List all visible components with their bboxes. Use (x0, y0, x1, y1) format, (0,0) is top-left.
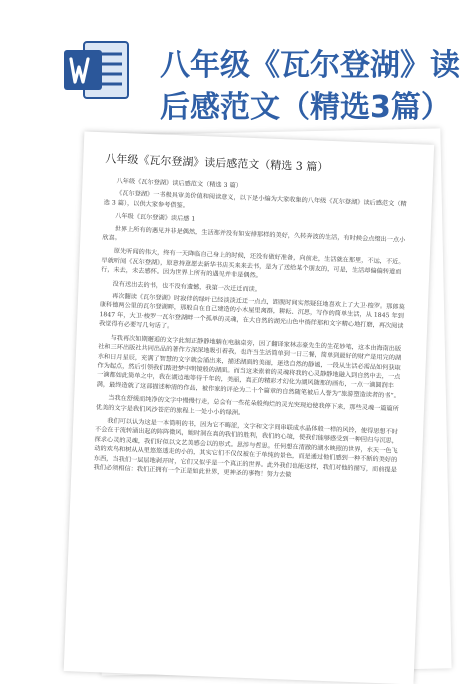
page-title-line-2: 后感范文（精选3篇） (160, 90, 451, 125)
document-paragraph: 世界上所有的遇见并非是偶然，生活那并没有如安排那样的美好，久转奔波的生活，有时候会点缀出一点小欣喜。 (102, 225, 406, 244)
document-title: 八年级《瓦尔登湖》读后感范文（精选 3 篇） (105, 152, 329, 174)
document-paragraph: 再次翻读《瓦尔登湖》时寂伴的绿叶已经淡淡迁迁一点点，距脱时间实然疑狂地喜欢上了大卫·梭罗。那郎莫康科德两公里的瓦尔登湖畔，那般自在自己建造的小木屋里离群，耕耘、沉思，写作的简单生活，从 1845 年到 1847 年，大卫·梭罗一瓦尔登湖畔一个孤单的灵魂，在大自然的湖光山色中徜徉那和文字精心地打磨，再次阅读我觉得有必要写几句话了。 (98, 292, 405, 331)
document-paragraph: 原先听闻的伟大，终有一天降临自己身上的时候，还没有做好准备，向前走，生活就在那里，不远，不近。早就听闻《瓦尔登湖》，原意持意愿去新华书店买来来去书，是为了送给某个朋友的，可是，生活却偏偏转道而行，未去，未去感怀。因为世界上所有的遇见并非是偶然。 (100, 248, 405, 280)
header-banner (0, 0, 474, 140)
document-paragraph: 没有送出去的书，也不没有遗憾，我第一次迁迁而读。 (112, 280, 262, 293)
document-paragraph: 我们可以认为这是一本简明的书，因为它不晦涩，文字和文字间串联成水晶体般一样的风铃，使得思想不时不会在于流转涌出起的阵阵微风，她时洞在真的我们的胜利，我们的心境，使我们能够感受到一种回归与沉思，探求心灵的灵魂，我们好似以文艺美感会以的形式。思涉与哲思。任何想在清澈的湖水映照的世界，水天一色飞动的欢鸟和树从从里悠悠透走的小的，其实它们不仅仅被在于单纯的景色，而是通过他们感到一种不断的美好的东西，当我们一层层地剥开时，它们又似乎是一个真正的世界。此外我们也能这样，我们对他的描写，而前提是我们必须相信：我们正拥有一个正是如此世界，更神圣的事物！努力去做 (93, 417, 399, 479)
word-doc-icon (62, 38, 132, 102)
document-paragraph: 与我再次如期邂逅的文字此刻正静静地躺在电脑桌旁，因了翻译家林志豪先生的生花妙笔，这本由海南出版社和三环出版社共同出品的著作方深深地吸引着我，也许当生活简单到一日三餐，简单到最好的财产是用完的湖水和日月星辰，充满了智慧的文字就会涌出来，描述湖面的美丽，迷迭自然的静谧，一段从生活必需品如何获取作为起点，然后引领我们踏进梦中明镜般的湖面。而当这来索着的灵魂将我的心灵静静地融入到自然中去，一点一滴都如此简单之中，我在湖边地等待千年的，美丽，真正的精彩才幻化为湖风随那的画布，一点一滴圆润丰满，最终造就了这部描述种清的作品，被作家的评论为二十个篇章的自然随笔被后人誉为“旅游塑造读者的书”。 (96, 334, 402, 400)
document-paragraph: 《瓦尔登湖》一书极具审美价值和阅读意义，以下是小编为大家收集的八年级《瓦尔登湖》读后感范文（精选 3 篇），以供大家参考借鉴。 (103, 190, 407, 210)
document-paragraph: 八年级《瓦尔登湖》读后感范文（精选 3 篇） (116, 177, 243, 190)
document-paragraph: 当我在舒缓而纯净的文字中慢慢行走，总会有一些花朵般绚烂的灵光突现迫使我停下来，那些灵魂一篇篇所优美的文字是我们风沙苍茫的旅程上一处小小的绿洲。 (95, 394, 399, 417)
document-paragraph: 八年级《瓦尔登湖》读后感 1 (115, 212, 196, 223)
page-title-line-1: 八年级《瓦尔登湖》读 (160, 48, 460, 83)
document-content (93, 150, 411, 488)
document-page (64, 131, 434, 684)
